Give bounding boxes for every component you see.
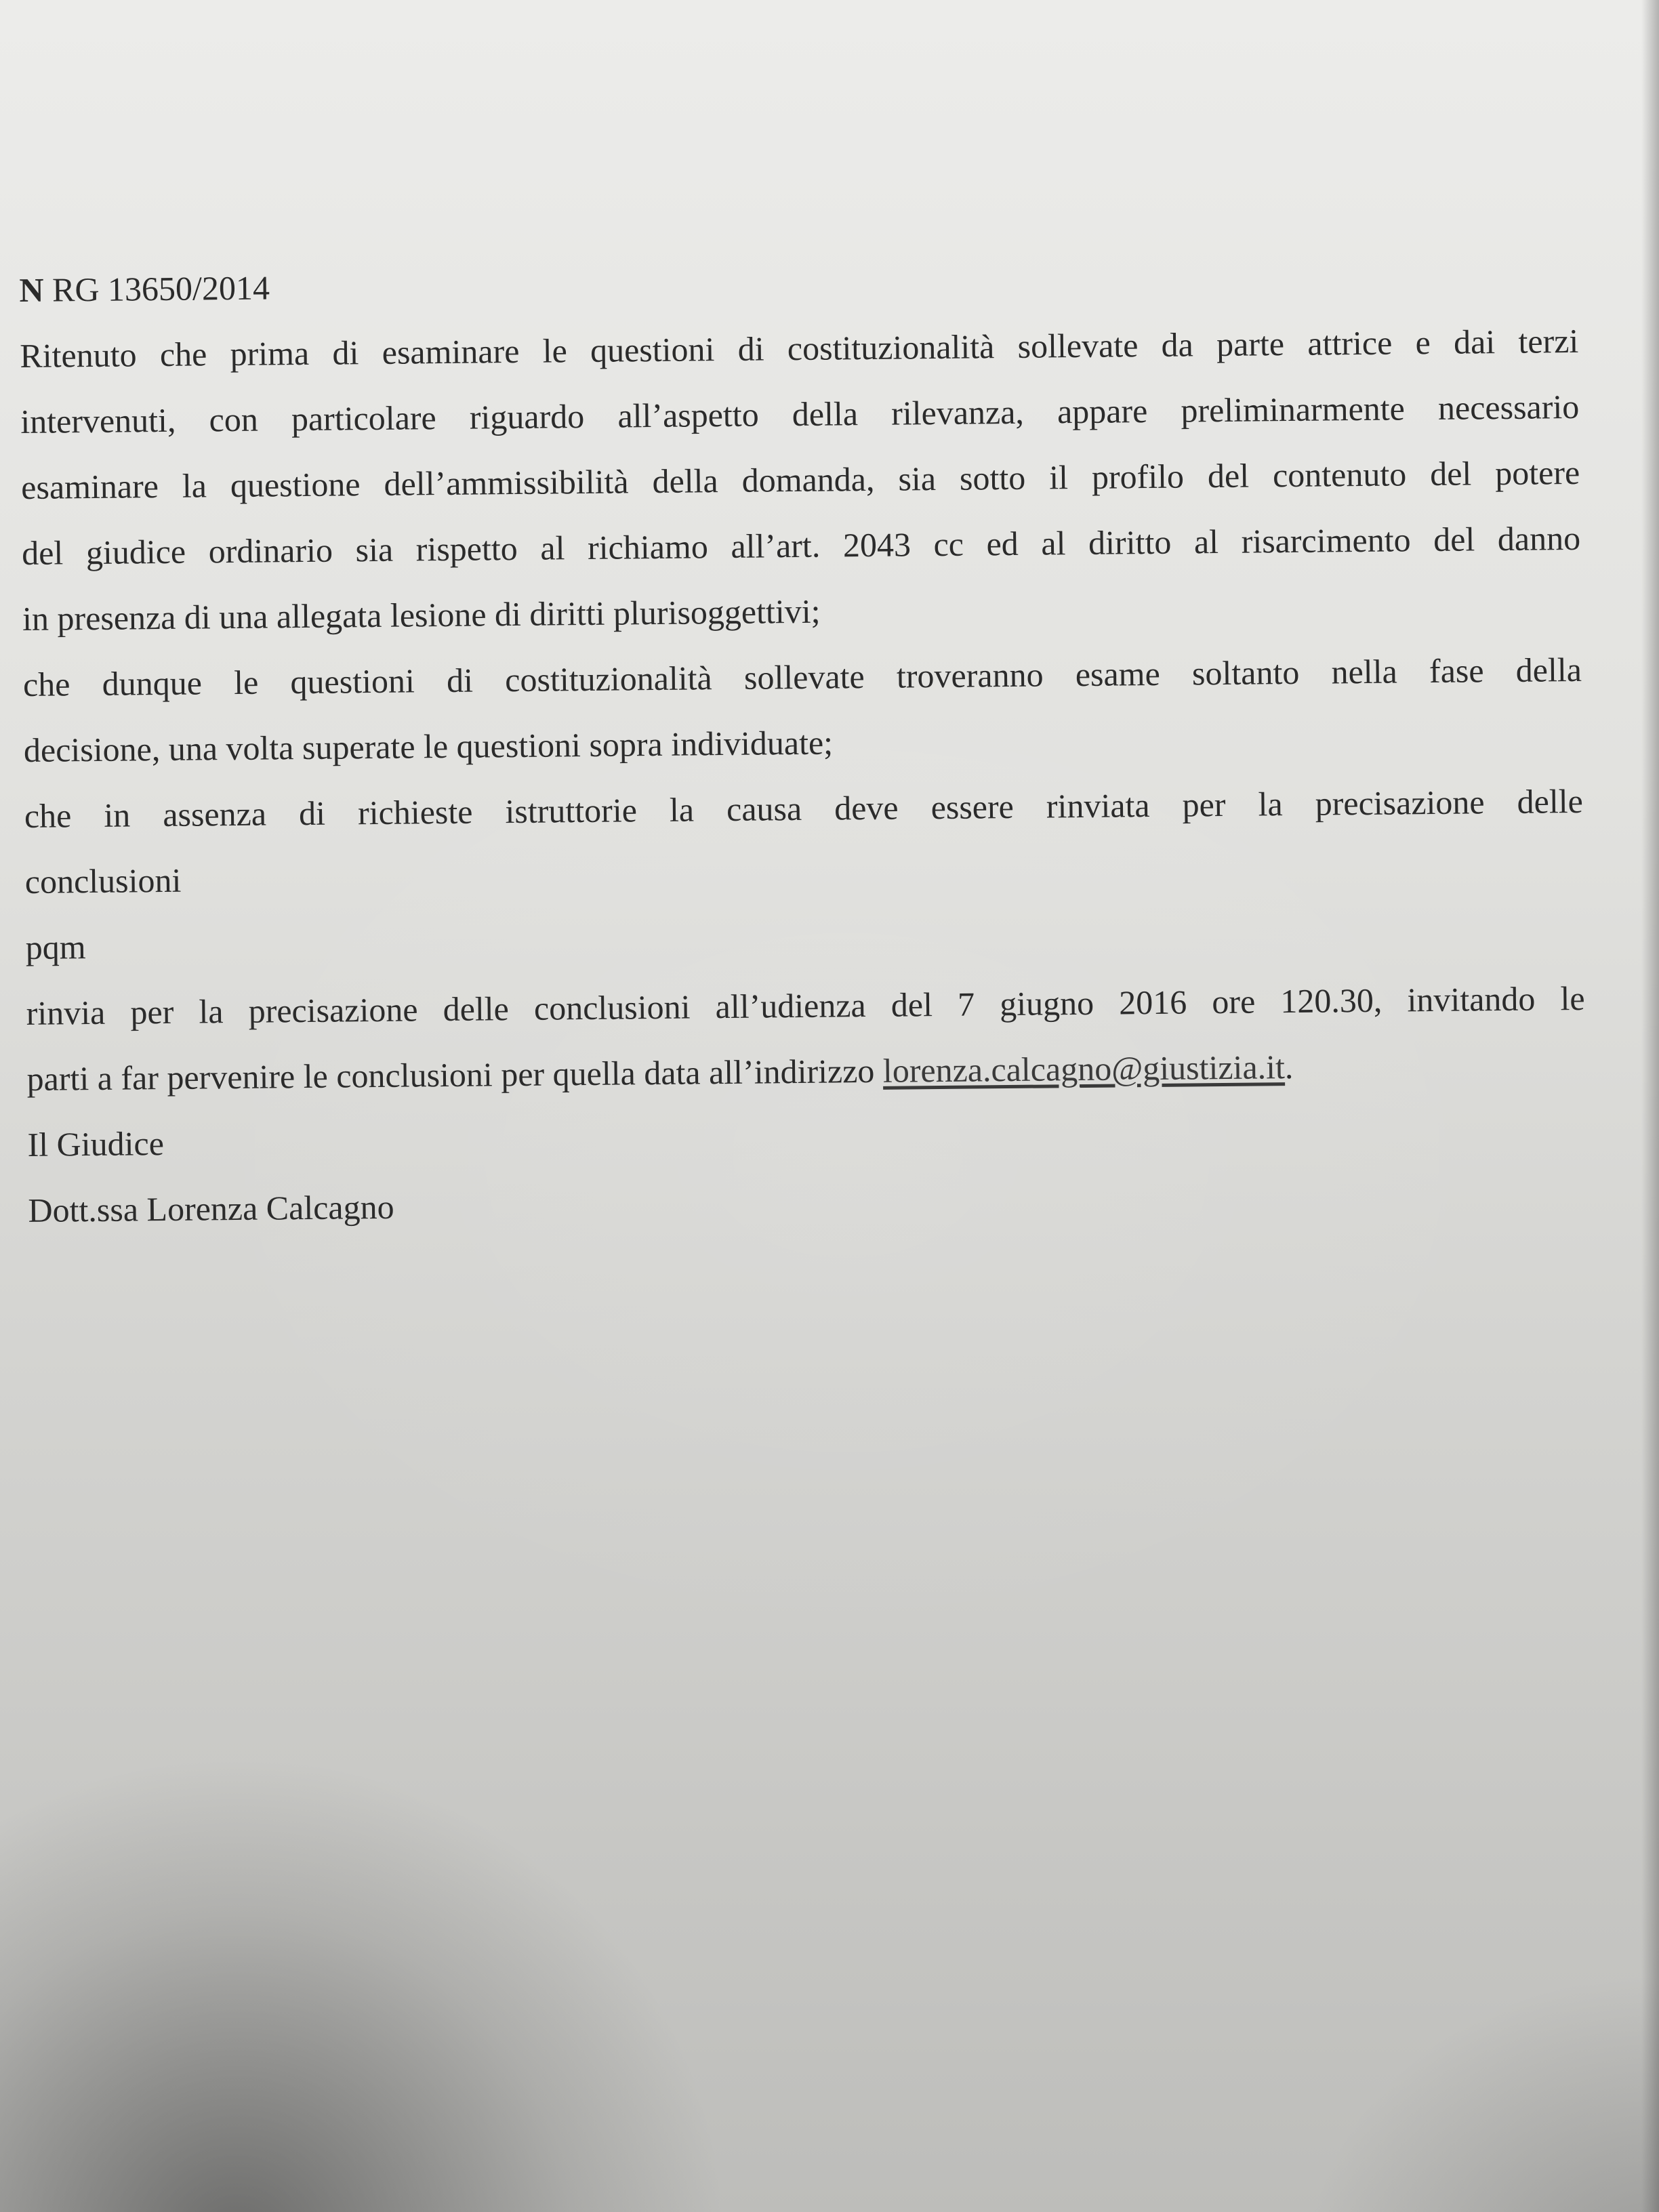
email-line-text: parti a far pervenire le conclusioni per quella data all’indirizzo — [26, 1051, 884, 1098]
body-line: conclusioni — [24, 861, 182, 901]
body-line: rinvia per la precisazione delle conclusioni all’udienza del 7 giugno 2016 ore 120.30, invitando le — [26, 979, 1585, 1032]
body-line: esaminare la questione dell’ammissibilità della domanda, sia sotto il profilo del contenuto del potere — [20, 453, 1580, 506]
document-body — [19, 243, 1587, 1244]
body-line: che dunque le questioni di costituzionalità sollevate troveranno esame soltanto nella fase della — [22, 650, 1582, 703]
body-line: del giudice ordinario sia rispetto al richiamo all’art. 2043 cc ed al diritto al risarcimento del danno — [21, 518, 1581, 572]
body-line: intervenuti, con particolare riguardo all’aspetto della rilevanza, appare preliminarmente necessario — [20, 387, 1580, 441]
pqm-heading: pqm — [25, 928, 86, 966]
case-number-value: RG 13650/2014 — [43, 268, 270, 309]
email-link[interactable]: lorenza.calcagno@giustizia.it — [882, 1048, 1286, 1090]
corner-shadow — [1049, 1738, 1659, 2212]
case-number-prefix: N — [19, 270, 44, 309]
body-line: Ritenuto che prima di esaminare le questioni di costituzionalità sollevate da parte attrice e dai terzi — [20, 321, 1579, 375]
hand-shadow — [0, 1399, 881, 2212]
body-line: che in assenza di richieste istruttorie la causa deve essere rinviata per la precisazione delle — [24, 781, 1584, 835]
email-line-period: . — [1284, 1048, 1294, 1086]
body-line: decisione, una volta superate le questioni sopra individuate; — [23, 723, 834, 769]
body-line: in presenza di una allegata lesione di diritti plurisoggettivi; — [22, 592, 821, 638]
page-edge-shadow — [1641, 0, 1659, 2212]
signature-title: Il Giudice — [27, 1124, 165, 1164]
signature-name: Dott.ssa Lorenza Calcagno — [28, 1187, 394, 1229]
